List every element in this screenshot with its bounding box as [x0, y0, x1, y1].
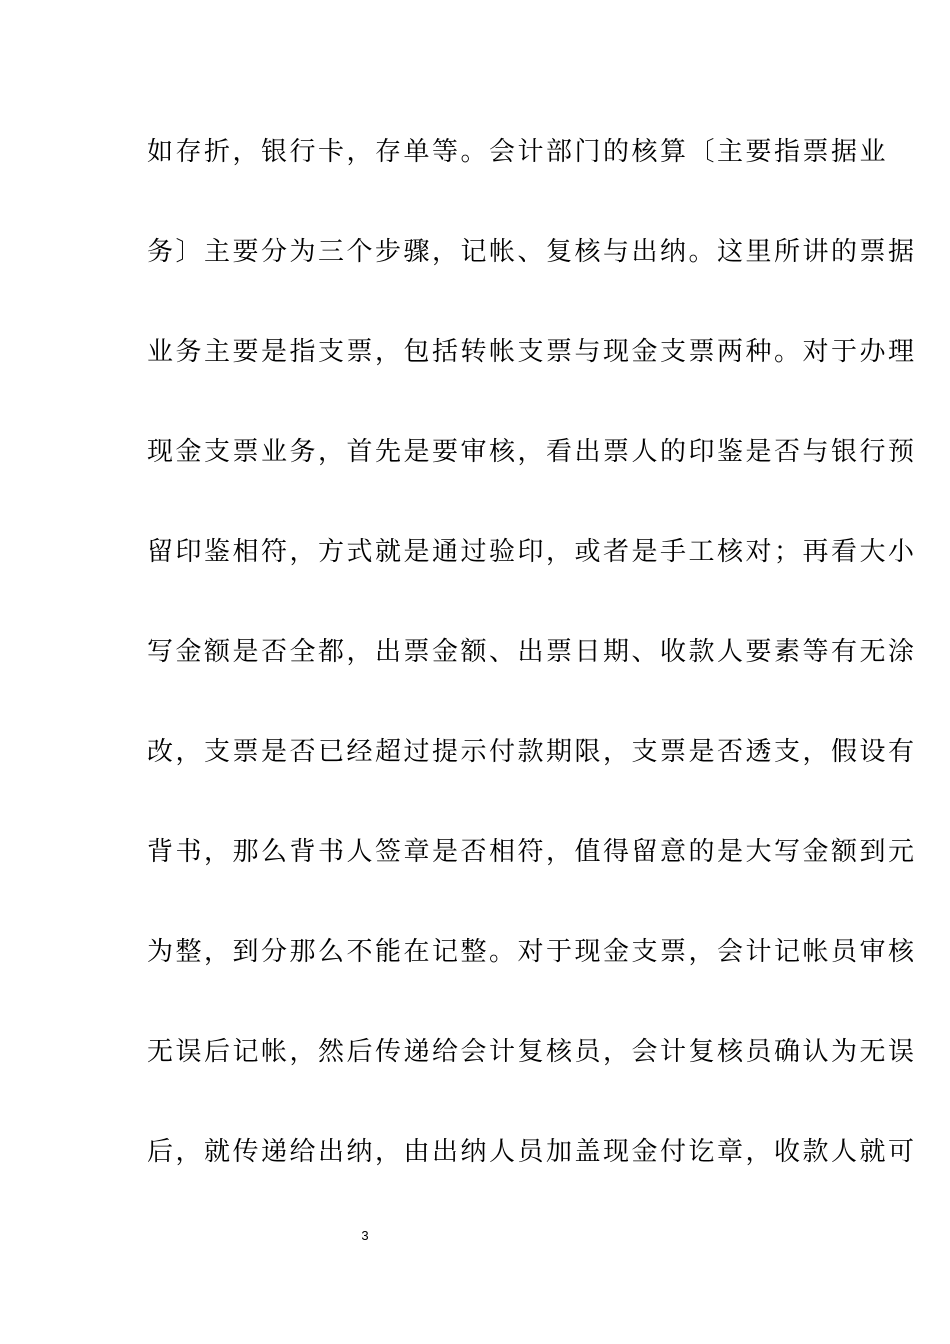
body-text-line: 留印鉴相符，方式就是通过验印，或者是手工核对；再看大小	[147, 537, 917, 567]
body-text-line: 背书，那么背书人签章是否相符，值得留意的是大写金额到元	[147, 837, 917, 867]
body-text-line: 为整，到分那么不能在记整。对于现金支票，会计记帐员审核	[147, 937, 917, 967]
body-text-line: 写金额是否全都，出票金额、出票日期、收款人要素等有无涂	[147, 637, 917, 667]
body-text-line: 无误后记帐，然后传递给会计复核员，会计复核员确认为无误	[147, 1037, 917, 1067]
body-text-line: 务〕主要分为三个步骤，记帐、复核与出纳。这里所讲的票据	[147, 237, 917, 267]
body-text-line: 现金支票业务，首先是要审核，看出票人的印鉴是否与银行预	[147, 437, 917, 467]
page-number: 3	[361, 1228, 369, 1243]
body-text-line: 如存折，银行卡，存单等。会计部门的核算〔主要指票据业	[147, 137, 889, 167]
body-text-line: 后，就传递给出纳，由出纳人员加盖现金付讫章，收款人就可	[147, 1137, 917, 1167]
body-text-line: 业务主要是指支票，包括转帐支票与现金支票两种。对于办理	[147, 337, 917, 367]
body-text-line: 改，支票是否已经超过提示付款期限，支票是否透支，假设有	[147, 737, 917, 767]
